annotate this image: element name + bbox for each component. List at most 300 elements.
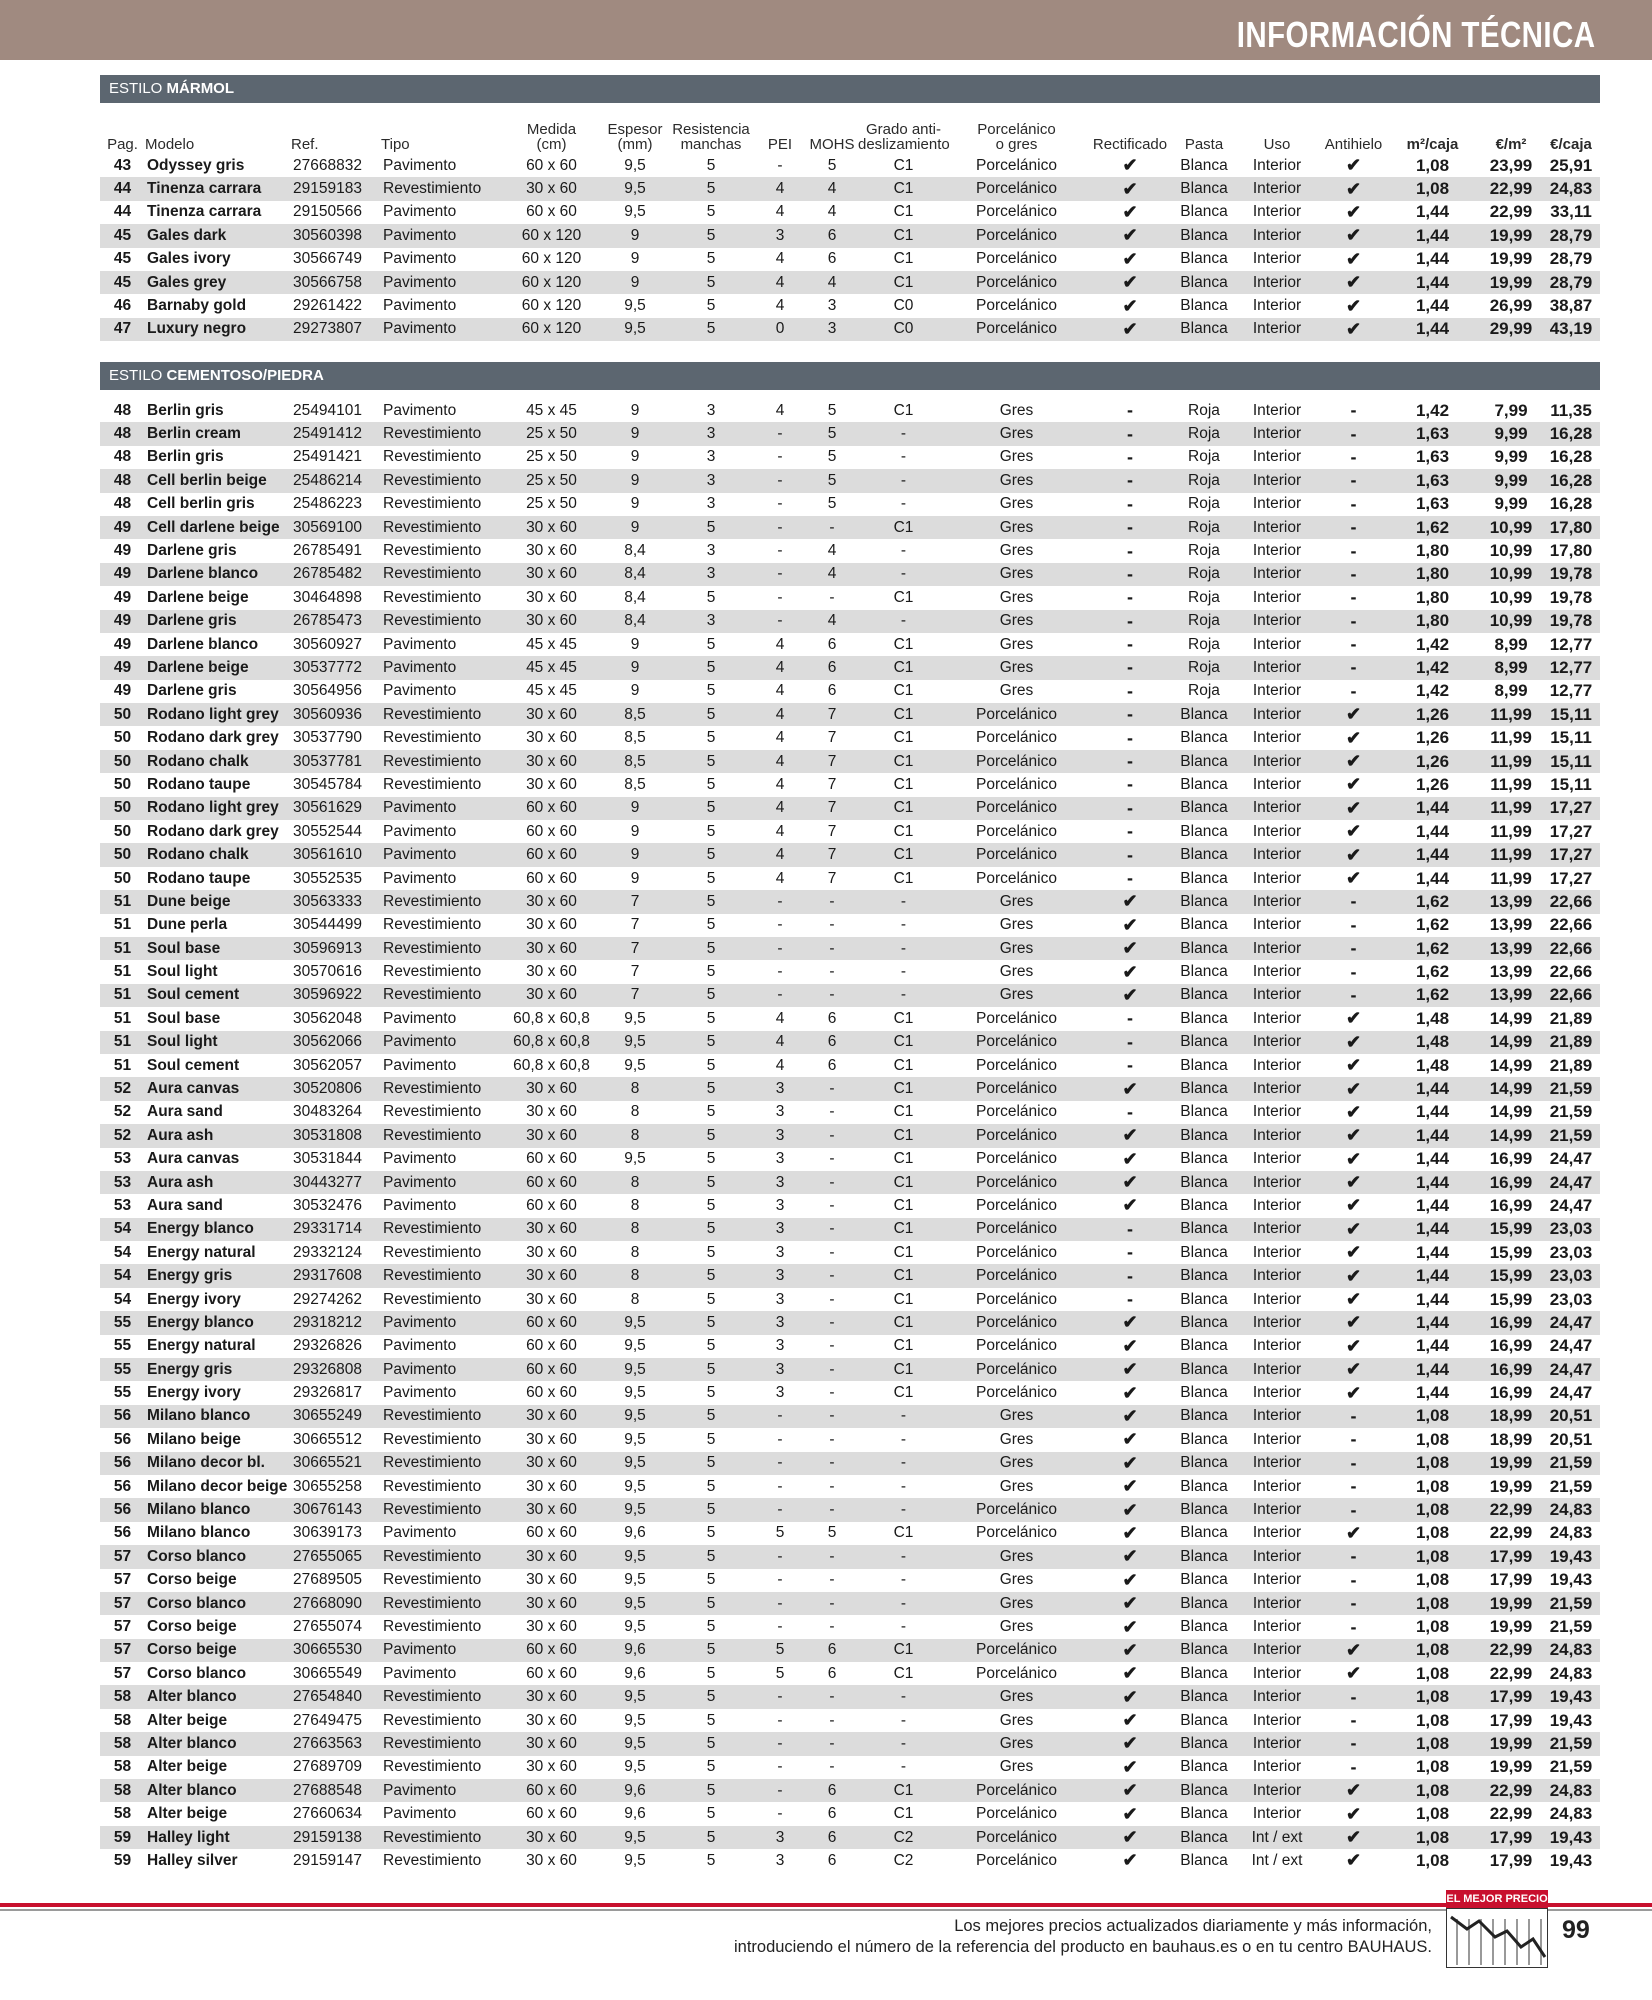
cell-material: Porcelánico	[949, 224, 1084, 247]
cell-pasta: Blanca	[1176, 1732, 1232, 1755]
cell-mohs: 7	[806, 843, 858, 866]
table-row	[100, 539, 1600, 562]
cell-material: Gres	[999, 588, 1034, 606]
cell-uso: Interior	[1232, 1311, 1322, 1334]
cell-ref: 30566758	[291, 271, 381, 294]
cell-ref: 30483264	[293, 1103, 362, 1121]
cell-antihielo: ✔	[1345, 1055, 1362, 1076]
cell-pasta: Blanca	[1176, 1405, 1232, 1428]
cell-m2caja: 1,08	[1385, 1592, 1480, 1615]
table-row	[100, 1662, 1600, 1685]
cell-pasta: Blanca	[1180, 1711, 1228, 1729]
cell-resistencia: 5	[706, 822, 716, 840]
cell-pasta: Blanca	[1180, 1571, 1228, 1589]
cell-resistencia: 3	[706, 448, 716, 466]
cell-material: Porcelánico	[976, 1664, 1057, 1682]
cell-pasta: Roja	[1188, 682, 1220, 700]
cell-resistencia: 5	[668, 1779, 754, 1802]
cell-m2caja: 1,48	[1385, 1031, 1480, 1054]
cell-tipo: Pavimento	[383, 203, 457, 221]
cell-eurcaja: 19,78	[1549, 587, 1593, 607]
cell-pei: 3	[754, 1171, 806, 1194]
cell-uso: Interior	[1252, 1150, 1302, 1168]
cell-medida: 30 x 60	[501, 563, 602, 586]
cell-pasta: Blanca	[1180, 822, 1228, 840]
cell-pei: 4	[775, 401, 785, 419]
col-m2caja: m²/caja	[1406, 136, 1459, 153]
col-grado	[858, 110, 949, 157]
cell-espesor: 9,5	[624, 1477, 646, 1495]
cell-pag: 49	[100, 610, 145, 633]
cell-grado: C0	[858, 318, 949, 341]
cell-eurm2: 19,99	[1480, 224, 1542, 247]
cell-pag: 50	[113, 729, 132, 747]
cell-rectificado: -	[1127, 634, 1133, 655]
cell-uso: Interior	[1252, 635, 1302, 653]
cell-pag: 57	[113, 1618, 132, 1635]
cell-modelo: Energy natural	[147, 1337, 256, 1355]
cell-ref: 27655074	[293, 1618, 362, 1635]
cell-uso: Interior	[1252, 588, 1302, 606]
cell-pei: 5	[775, 1664, 785, 1682]
cell-espesor: 9,5	[602, 1452, 668, 1475]
cell-antihielo: ✔	[1322, 1031, 1385, 1054]
cell-espesor: 9,5	[624, 1711, 646, 1729]
cell-modelo: Dune beige	[145, 890, 291, 913]
cell-modelo: Rodano light grey	[145, 703, 291, 726]
cell-mohs: 6	[827, 682, 837, 700]
cell-m2caja: 1,44	[1415, 202, 1450, 222]
cell-pag: 58	[100, 1685, 145, 1708]
cell-antihielo: ✔	[1322, 1358, 1385, 1381]
cell-uso: Interior	[1232, 656, 1322, 679]
cell-antihielo: ✔	[1345, 1663, 1362, 1684]
cell-mohs: 6	[827, 1805, 837, 1823]
col-grado-l1: Grado anti-	[865, 121, 942, 138]
cell-material: Porcelánico	[976, 156, 1057, 174]
cell-pasta: Blanca	[1176, 1358, 1232, 1381]
cell-m2caja: 1,08	[1385, 1732, 1480, 1755]
cell-modelo: Gales dark	[145, 224, 291, 247]
cell-pasta: Blanca	[1176, 1264, 1232, 1287]
cell-resistencia: 5	[668, 1031, 754, 1054]
cell-modelo: Berlin gris	[147, 448, 224, 466]
cell-grado: -	[900, 963, 907, 981]
cell-espesor: 9,5	[602, 1685, 668, 1708]
cell-material: Gres	[999, 1618, 1034, 1635]
cell-uso: Interior	[1252, 682, 1302, 700]
cell-eurcaja: 28,79	[1549, 249, 1593, 269]
col-espesor	[602, 110, 668, 157]
cell-m2caja: 1,42	[1385, 656, 1480, 679]
cell-ref: 25491412	[291, 422, 381, 445]
cell-grado: C1	[858, 1171, 949, 1194]
cell-m2caja: 1,08	[1385, 1639, 1480, 1662]
cell-rectificado: ✔	[1084, 1452, 1176, 1475]
cell-grado: C1	[893, 156, 914, 174]
table-row	[100, 1756, 1600, 1779]
cell-eurcaja: 17,27	[1542, 797, 1600, 820]
cell-pei: 4	[754, 843, 806, 866]
cell-material: Gres	[949, 1452, 1084, 1475]
cell-resistencia: 5	[706, 1243, 716, 1261]
cell-eurcaja: 17,80	[1549, 541, 1593, 561]
cell-pasta: Blanca	[1180, 297, 1228, 315]
cell-material: Porcelánico	[949, 797, 1084, 820]
table-row	[100, 1802, 1600, 1825]
cell-m2caja: 1,80	[1415, 587, 1450, 607]
cell-resistencia: 5	[668, 750, 754, 773]
col-espesor-l2: (mm)	[617, 136, 653, 153]
cell-antihielo: -	[1322, 984, 1385, 1007]
cell-material: Porcelánico	[949, 318, 1084, 341]
cell-rectificado: ✔	[1122, 1710, 1138, 1731]
cell-rectificado: ✔	[1084, 1077, 1176, 1100]
cell-uso: Interior	[1252, 1430, 1302, 1448]
cell-material: Gres	[949, 937, 1084, 960]
cell-uso: Interior	[1252, 869, 1302, 887]
cell-pei: 3	[775, 1337, 785, 1355]
cell-espesor: 8,5	[624, 729, 646, 747]
cell-resistencia: 5	[668, 703, 754, 726]
cell-grado: C1	[858, 1779, 949, 1802]
cell-grado: C1	[893, 1243, 914, 1261]
cell-modelo: Soul base	[147, 1009, 221, 1027]
cell-mohs: 6	[806, 656, 858, 679]
cell-mohs: -	[829, 1571, 835, 1589]
cell-material: Gres	[949, 469, 1084, 492]
cell-pag: 53	[100, 1171, 145, 1194]
cell-grado: C1	[858, 1124, 949, 1147]
cell-pasta: Roja	[1176, 469, 1232, 492]
cell-m2caja: 1,44	[1385, 1171, 1480, 1194]
cell-pasta: Blanca	[1176, 1218, 1232, 1241]
cell-pasta: Blanca	[1176, 843, 1232, 866]
cell-pei: -	[777, 1711, 783, 1729]
cell-modelo: Berlin cream	[145, 422, 291, 445]
cell-grado: C1	[893, 1290, 914, 1308]
cell-eurm2: 17,99	[1480, 1826, 1542, 1849]
table-row	[100, 1124, 1600, 1147]
cell-m2caja: 1,44	[1385, 797, 1480, 820]
cell-rectificado: ✔	[1122, 1148, 1138, 1169]
cell-pasta: Blanca	[1176, 1592, 1232, 1615]
cell-modelo: Corso beige	[147, 1571, 237, 1589]
cell-mohs: 5	[827, 1524, 837, 1542]
cell-resistencia: 5	[706, 1196, 716, 1214]
cell-eurm2: 22,99	[1489, 202, 1533, 222]
cell-espesor: 9	[602, 516, 668, 539]
table-row	[100, 937, 1600, 960]
section-prefix: ESTILO	[109, 367, 167, 384]
cell-eurcaja: 12,77	[1542, 656, 1600, 679]
cell-uso: Interior	[1252, 1711, 1302, 1729]
table-row	[100, 1335, 1600, 1358]
cell-rectificado: ✔	[1122, 1335, 1138, 1356]
cell-antihielo: ✔	[1345, 1101, 1362, 1122]
cell-ref: 30562048	[293, 1009, 362, 1027]
cell-eurm2: 19,99	[1480, 1592, 1542, 1615]
cell-espesor: 8	[630, 1103, 640, 1121]
cell-pasta: Blanca	[1176, 177, 1232, 200]
cell-resistencia: 5	[706, 1477, 716, 1495]
table-row	[100, 1826, 1600, 1849]
cell-eurm2: 23,99	[1489, 155, 1533, 175]
cell-mohs: -	[806, 1264, 858, 1287]
cell-antihielo: ✔	[1322, 1639, 1385, 1662]
cell-tipo: Pavimento	[381, 656, 501, 679]
cell-pei: 4	[775, 1009, 785, 1027]
cell-pei: 3	[754, 1358, 806, 1381]
cell-medida: 60 x 60	[501, 843, 602, 866]
cell-modelo: Aura sand	[147, 1103, 223, 1121]
cell-uso: Interior	[1252, 822, 1302, 840]
cell-antihielo: -	[1322, 656, 1385, 679]
cell-material: Porcelánico	[976, 1384, 1057, 1402]
cell-pag: 56	[113, 1524, 132, 1542]
cell-pag: 53	[113, 1150, 132, 1168]
cell-eurm2: 14,99	[1489, 1055, 1533, 1075]
col-medida-l2: (cm)	[536, 136, 567, 153]
cell-mohs: -	[806, 1077, 858, 1100]
cell-modelo: Darlene blanco	[145, 563, 291, 586]
cell-eurcaja: 23,03	[1542, 1218, 1600, 1241]
cell-material: Gres	[999, 916, 1034, 934]
cell-espesor: 9,5	[602, 177, 668, 200]
cell-antihielo: ✔	[1322, 750, 1385, 773]
cell-medida: 30 x 60	[501, 1826, 602, 1849]
cell-espesor: 9,5	[624, 1056, 646, 1074]
cell-ref: 29261422	[293, 297, 362, 315]
cell-mohs: -	[806, 1592, 858, 1615]
cell-pag: 53	[113, 1196, 132, 1214]
cell-tipo: Pavimento	[381, 224, 501, 247]
cell-antihielo: -	[1322, 516, 1385, 539]
cell-eurm2: 16,99	[1480, 1171, 1542, 1194]
cell-material: Porcelánico	[976, 203, 1057, 221]
cell-m2caja: 1,08	[1415, 1523, 1450, 1543]
table-row	[100, 750, 1600, 773]
cell-antihielo: ✔	[1322, 1779, 1385, 1802]
cell-eurm2: 17,99	[1489, 1710, 1533, 1730]
cell-ref: 30531844	[293, 1150, 362, 1168]
cell-rectificado: ✔	[1122, 1803, 1138, 1824]
cell-resistencia: 5	[668, 1685, 754, 1708]
cell-pag: 43	[113, 156, 132, 174]
cell-eurm2: 14,99	[1480, 1031, 1542, 1054]
col-pasta: Pasta	[1184, 136, 1224, 153]
cell-espesor: 8,5	[602, 703, 668, 726]
table-row	[100, 201, 1600, 224]
cell-antihielo: ✔	[1345, 1289, 1362, 1310]
cell-material: Porcelánico	[976, 250, 1057, 268]
cell-pag: 45	[113, 250, 132, 268]
cell-espesor: 9,5	[602, 1405, 668, 1428]
cell-mohs: 5	[827, 448, 837, 466]
cell-pasta: Blanca	[1180, 1056, 1228, 1074]
cell-eurcaja: 21,59	[1549, 1476, 1593, 1496]
cell-espesor: 7	[602, 937, 668, 960]
cell-resistencia: 5	[706, 1430, 716, 1448]
cell-eurm2: 22,99	[1480, 1498, 1542, 1521]
cell-grado: -	[900, 1571, 907, 1589]
cell-resistencia: 5	[668, 656, 754, 679]
cell-modelo: Aura canvas	[145, 1077, 291, 1100]
cell-eurcaja: 21,89	[1549, 1055, 1593, 1075]
cell-pei: 4	[775, 682, 785, 700]
cell-material: Gres	[949, 984, 1084, 1007]
table-row	[100, 1685, 1600, 1708]
section-prefix: ESTILO	[109, 80, 167, 97]
cell-modelo: Darlene beige	[147, 588, 249, 606]
cell-material: Porcelánico	[976, 1290, 1057, 1308]
cell-pag: 48	[113, 401, 132, 419]
cell-mohs: -	[806, 890, 858, 913]
cell-pasta: Blanca	[1176, 318, 1232, 341]
cell-material: Gres	[999, 1758, 1034, 1776]
cell-tipo: Pavimento	[383, 1384, 457, 1402]
cell-tipo: Pavimento	[383, 1150, 457, 1168]
cell-medida: 60,8 x 60,8	[513, 1009, 590, 1027]
cell-eurm2: 8,99	[1494, 681, 1528, 701]
cell-espesor: 9,5	[602, 1311, 668, 1334]
cell-eurcaja: 12,77	[1549, 634, 1593, 654]
cell-uso: Interior	[1252, 1524, 1302, 1542]
cell-pei: 3	[775, 1103, 785, 1121]
cell-grado: -	[858, 1405, 949, 1428]
cell-medida: 25 x 50	[501, 422, 602, 445]
cell-antihielo: -	[1350, 540, 1357, 561]
cell-uso: Interior	[1232, 469, 1322, 492]
cell-eurcaja: 19,43	[1549, 1570, 1593, 1590]
cell-material: Porcelánico	[976, 1805, 1057, 1823]
cell-rectificado: -	[1084, 469, 1176, 492]
cell-uso: Interior	[1252, 448, 1302, 466]
cell-m2caja: 1,08	[1415, 1804, 1450, 1824]
cell-medida: 30 x 60	[501, 1124, 602, 1147]
cell-mohs: 6	[806, 224, 858, 247]
cell-pasta: Blanca	[1180, 156, 1228, 174]
cell-tipo: Revestimiento	[383, 1571, 482, 1589]
cell-eurm2: 17,99	[1480, 1685, 1542, 1708]
cell-espesor: 9,5	[602, 1545, 668, 1568]
cell-antihielo: ✔	[1345, 1335, 1362, 1356]
cell-modelo: Cell berlin gris	[147, 495, 255, 513]
cell-rectificado: ✔	[1084, 1592, 1176, 1615]
cell-grado: C1	[858, 177, 949, 200]
cell-eurm2: 10,99	[1489, 587, 1533, 607]
cell-eurm2: 11,99	[1490, 728, 1532, 748]
cell-espesor: 8,4	[624, 588, 646, 606]
cell-espesor: 9	[630, 401, 640, 419]
cell-medida: 45 x 45	[526, 401, 577, 419]
cell-pag: 51	[113, 1009, 132, 1027]
cell-grado: C1	[893, 1103, 914, 1121]
cell-m2caja: 1,08	[1415, 1429, 1450, 1449]
cell-espesor: 9	[602, 843, 668, 866]
cell-eurcaja: 24,47	[1542, 1171, 1600, 1194]
cell-tipo: Revestimiento	[383, 1243, 482, 1261]
cell-ref: 30639173	[293, 1524, 362, 1542]
cell-espesor: 9	[630, 869, 640, 887]
cell-antihielo: ✔	[1345, 1195, 1362, 1216]
cell-eurcaja: 21,59	[1549, 1102, 1593, 1122]
cell-pei: 4	[775, 822, 785, 840]
cell-modelo: Tinenza carrara	[145, 177, 291, 200]
cell-rectificado: -	[1127, 1055, 1133, 1076]
cell-antihielo: -	[1350, 446, 1357, 467]
cell-espesor: 9,5	[602, 318, 668, 341]
col-resistencia	[668, 110, 754, 157]
cell-eurcaja: 15,11	[1550, 774, 1592, 794]
cell-resistencia: 5	[668, 1592, 754, 1615]
cell-medida: 60,8 x 60,8	[501, 1031, 602, 1054]
cell-pei: -	[777, 495, 783, 513]
cell-m2caja: 1,08	[1415, 1710, 1450, 1730]
cell-eurm2: 16,99	[1480, 1358, 1542, 1381]
cell-grado: C1	[858, 656, 949, 679]
cell-espesor: 8	[630, 1290, 640, 1308]
cell-pag: 51	[100, 937, 145, 960]
cell-pag: 58	[113, 1758, 132, 1776]
cell-eurcaja: 24,47	[1549, 1149, 1593, 1169]
table-row	[100, 867, 1600, 890]
cell-pasta: Blanca	[1180, 775, 1228, 793]
cell-espesor: 9,5	[624, 1384, 646, 1402]
cell-m2caja: 1,44	[1385, 1124, 1480, 1147]
cell-material: Gres	[999, 1711, 1034, 1729]
cell-resistencia: 5	[668, 516, 754, 539]
cell-uso: Interior	[1232, 1218, 1322, 1241]
cell-ref: 30552544	[293, 822, 362, 840]
cell-ref: 29274262	[293, 1290, 362, 1308]
cell-antihielo: -	[1322, 563, 1385, 586]
cell-espesor: 9	[630, 495, 640, 513]
cell-pei: -	[777, 1571, 783, 1589]
cell-antihielo: ✔	[1322, 797, 1385, 820]
cell-eurm2: 11,99	[1480, 703, 1542, 726]
cell-pag: 56	[113, 1477, 132, 1495]
cell-ref: 30532476	[293, 1196, 362, 1214]
cell-ref: 30537790	[293, 729, 362, 747]
cell-material: Gres	[949, 1732, 1084, 1755]
cell-tipo: Revestimiento	[381, 1826, 501, 1849]
cell-modelo: Alter blanco	[145, 1779, 291, 1802]
cell-material: Gres	[949, 1405, 1084, 1428]
cell-pei: -	[754, 937, 806, 960]
cell-ref: 26785491	[293, 542, 362, 560]
cell-pag: 49	[100, 516, 145, 539]
cell-eurcaja: 19,78	[1542, 610, 1600, 633]
cell-ref: 30560927	[293, 635, 362, 653]
cell-mohs: 7	[806, 797, 858, 820]
cell-rectificado: -	[1127, 1101, 1133, 1122]
cell-espesor: 9	[630, 448, 640, 466]
cell-ref: 30569100	[291, 516, 381, 539]
cell-eurcaja: 21,59	[1549, 1617, 1593, 1636]
table-row	[100, 563, 1600, 586]
cell-grado: C1	[893, 401, 914, 419]
table-row	[100, 633, 1600, 656]
cell-pei: 3	[754, 1124, 806, 1147]
cell-modelo: Darlene beige	[145, 656, 291, 679]
cell-eurm2: 10,99	[1480, 516, 1542, 539]
col-medida	[501, 110, 602, 157]
cell-eurm2: 11,99	[1490, 774, 1532, 794]
cell-rectificado: ✔	[1084, 1171, 1176, 1194]
cell-resistencia: 5	[706, 1056, 716, 1074]
cell-rectificado: ✔	[1084, 1405, 1176, 1428]
